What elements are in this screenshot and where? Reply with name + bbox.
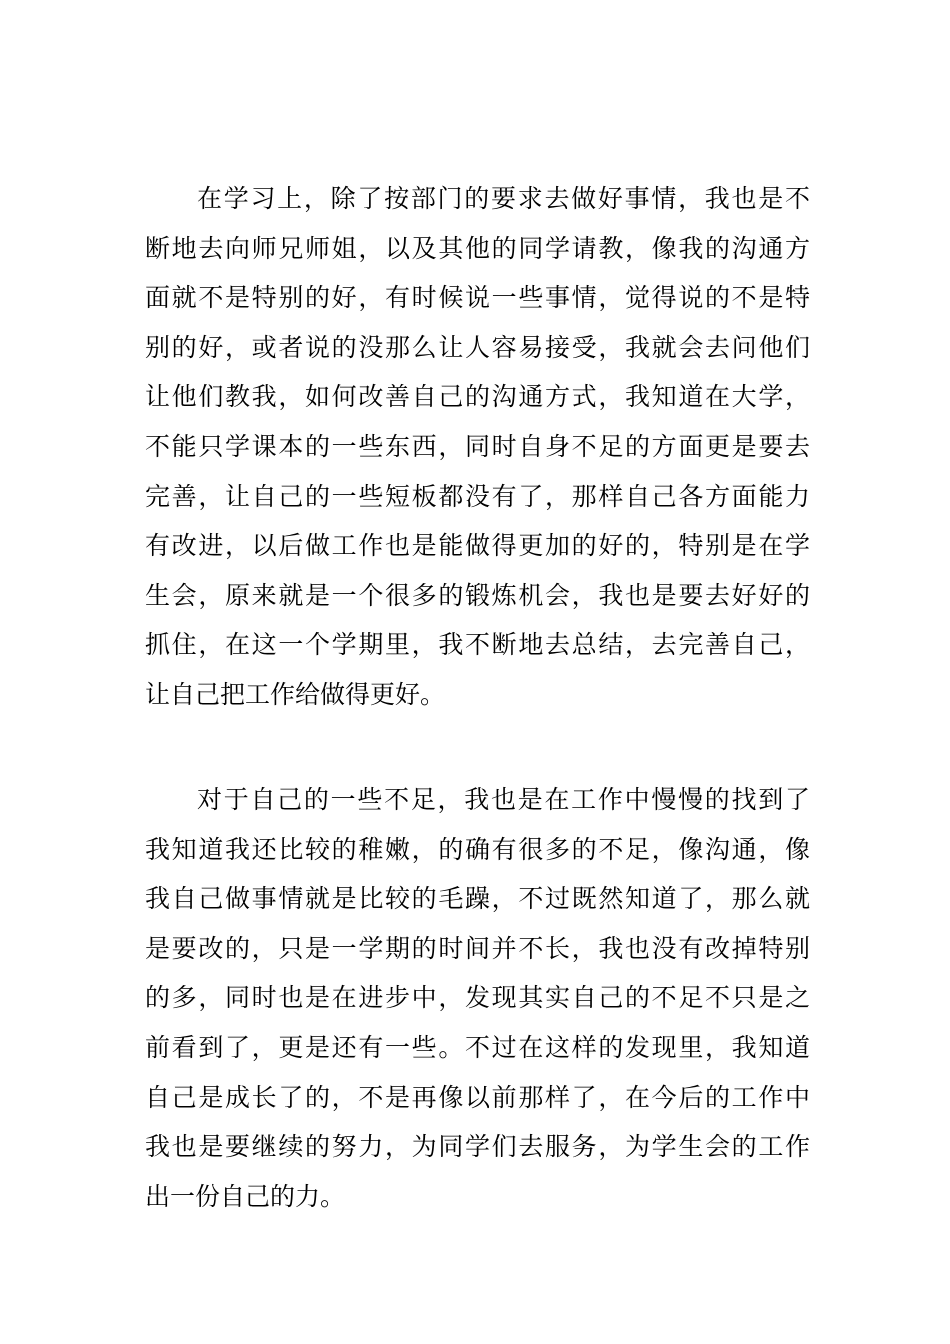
text-line: 对于自己的一些不足，我也是在工作中慢慢的找到了 — [197, 785, 810, 814]
paragraph-study — [145, 181, 810, 727]
text-line: 前看到了，更是还有一些。不过在这样的发现里，我知道 — [145, 1032, 810, 1062]
text-line: 生会，原来就是一个很多的锻炼机会，我也是要去好好的 — [145, 580, 810, 610]
text-line: 出一份自己的力。 — [145, 1181, 346, 1211]
text-line: 我知道我还比较的稚嫩，的确有很多的不足，像沟通，像 — [145, 834, 810, 864]
text-line: 有改进，以后做工作也是能做得更加的好的，特别是在学 — [145, 531, 810, 561]
text-line: 面就不是特别的好，有时候说一些事情，觉得说的不是特 — [145, 283, 810, 313]
text-line: 抓住，在这一个学期里，我不断地去总结，去完善自己， — [145, 630, 810, 660]
text-line: 不能只学课本的一些东西，同时自身不足的方面更是要去 — [145, 431, 810, 461]
text-line: 断地去向师兄师姐，以及其他的同学请教，像我的沟通方 — [145, 233, 810, 263]
text-line: 让他们教我，如何改善自己的沟通方式，我知道在大学， — [145, 382, 810, 412]
text-line: 我自己做事情就是比较的毛躁，不过既然知道了，那么就 — [145, 884, 810, 914]
text-line: 完善，让自己的一些短板都没有了，那样自己各方面能力 — [145, 481, 810, 511]
text-line: 自己是成长了的，不是再像以前那样了，在今后的工作中 — [145, 1082, 810, 1112]
paragraph-shortcomings — [145, 782, 810, 1228]
text-line: 让自己把工作给做得更好。 — [145, 679, 446, 709]
text-line: 在学习上，除了按部门的要求去做好事情，我也是不 — [197, 184, 810, 213]
text-line: 的多，同时也是在进步中，发现其实自己的不足不只是之 — [145, 983, 810, 1013]
text-line: 我也是要继续的努力，为同学们去服务，为学生会的工作 — [145, 1132, 810, 1162]
text-line: 别的好，或者说的没那么让人容易接受，我就会去问他们 — [145, 332, 810, 362]
text-line: 是要改的，只是一学期的时间并不长，我也没有改掉特别 — [145, 933, 810, 963]
